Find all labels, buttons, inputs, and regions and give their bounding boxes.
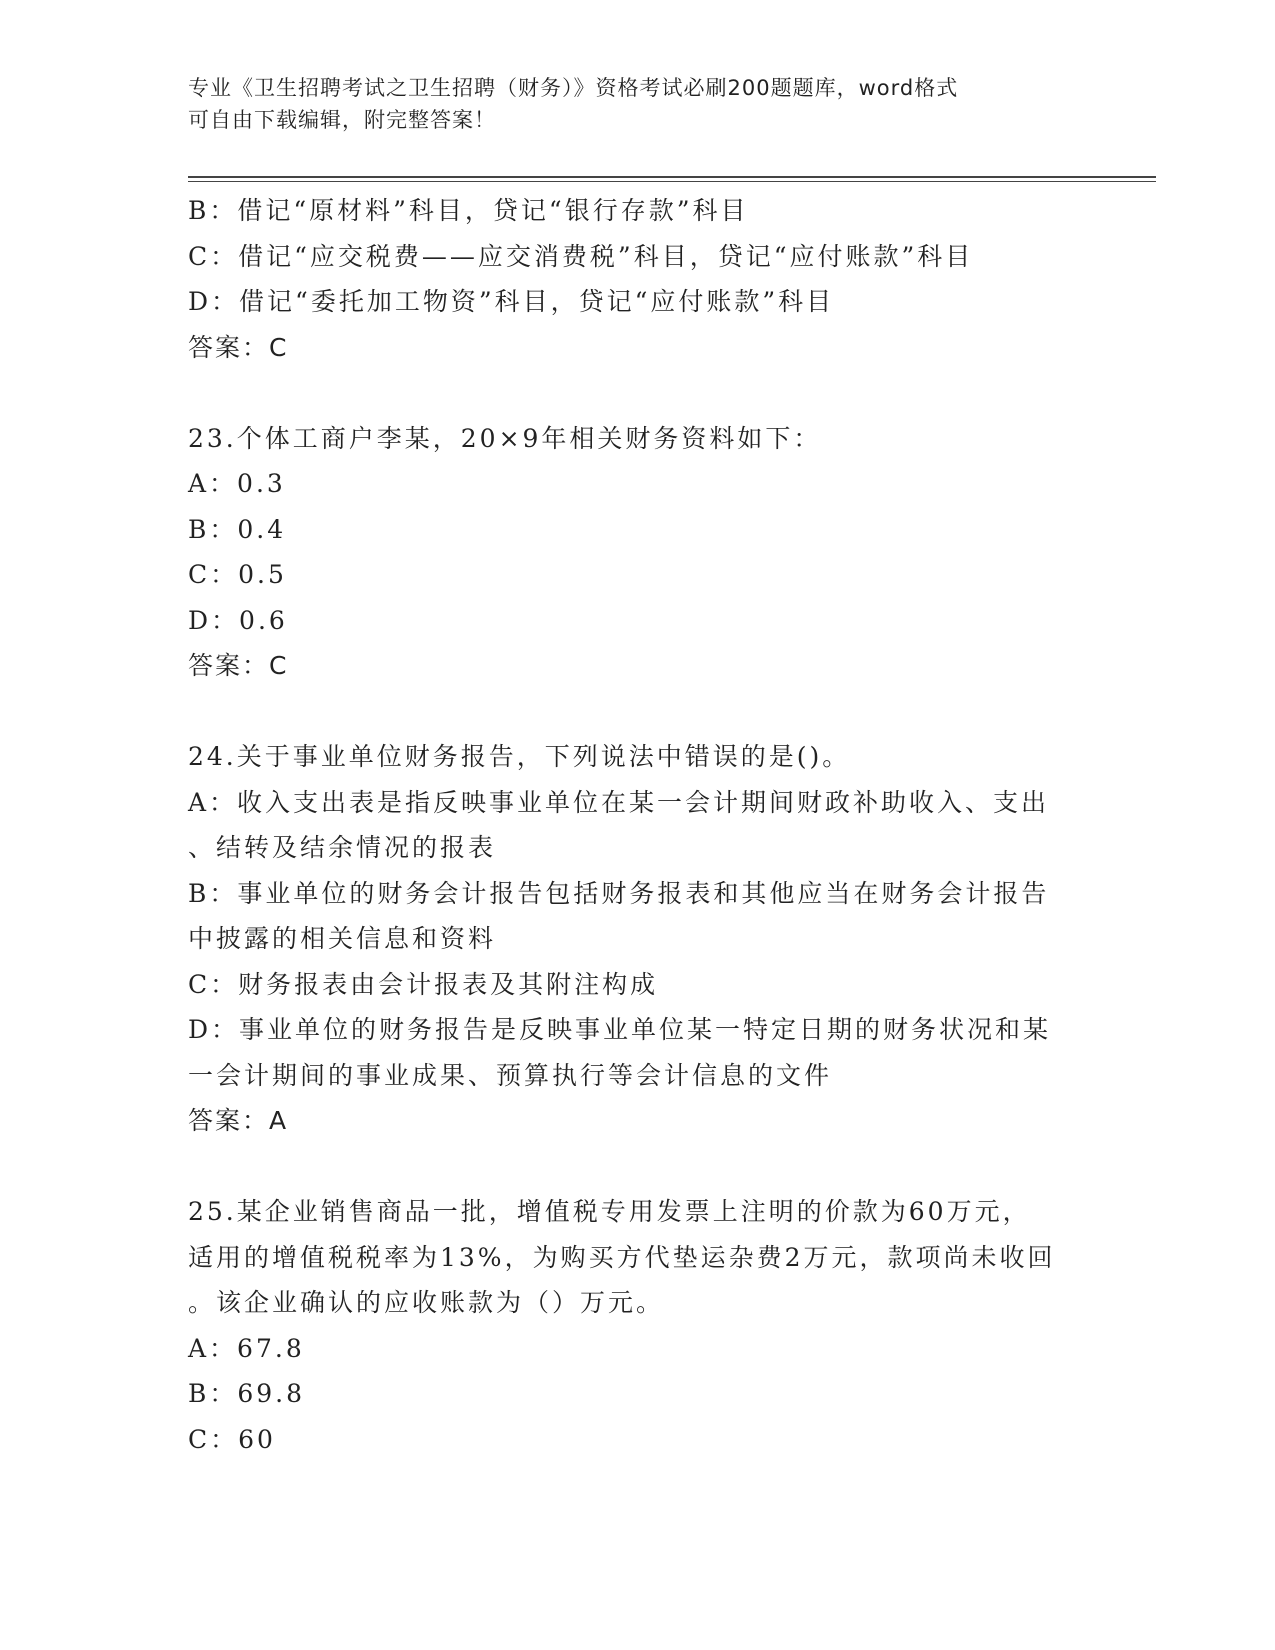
option-a: A：0.3: [188, 469, 286, 498]
option-b: B：0.4: [188, 514, 287, 544]
option-d-continued: 一会计期间的事业成果、预算执行等会计信息的文件: [188, 1060, 833, 1090]
spacer: [188, 370, 1088, 416]
option-b: B：事业单位的财务会计报告包括财务报表和其他应当在财务会计报告: [188, 878, 1050, 908]
spacer: [188, 1144, 1088, 1190]
answer: 答案：C: [188, 332, 289, 362]
option-d: D：事业单位的财务报告是反映事业单位某一特定日期的财务状况和某: [188, 1015, 1052, 1044]
option-b: B：69.8: [188, 1379, 306, 1408]
option-b-continued: 中披露的相关信息和资料: [188, 924, 497, 953]
option-c: C：借记“应交税费——应交消费税”科目，贷记“应付账款”科目: [188, 241, 974, 271]
question-text: 24.关于事业单位财务报告，下列说法中错误的是()。: [188, 742, 851, 771]
header-line-2: 可自由下载编辑，附完整答案！: [188, 108, 496, 132]
question-text: 23.个体工商户李某，20×9年相关财务资料如下：: [188, 423, 822, 453]
answer: 答案：C: [188, 651, 289, 680]
option-c: C：财务报表由会计报表及其附注构成: [188, 969, 659, 999]
option-a: A：67.8: [188, 1333, 305, 1363]
spacer: [188, 689, 1088, 735]
option-a-continued: 、结转及结余情况的报表: [188, 833, 497, 862]
option-d: D：借记“委托加工物资”科目，贷记“应付账款”科目: [188, 287, 835, 316]
page-header: [188, 72, 1068, 136]
question-text: 25.某企业销售商品一批，增值税专用发票上注明的价款为60万元，: [188, 1197, 1031, 1226]
question-25: [188, 1189, 1088, 1462]
question-text-continued: 。该企业确认的应收账款为（）万元。: [188, 1288, 665, 1317]
header-line-1: 专业《卫生招聘考试之卫生招聘（财务）》资格考试必刷200题题库，word格式: [188, 76, 959, 100]
question-text-continued: 适用的增值税税率为13%，为购买方代垫运杂费2万元，款项尚未收回: [188, 1242, 1056, 1272]
option-a: A：收入支出表是指反映事业单位在某一会计期间财政补助收入、支出: [188, 787, 1050, 817]
option-c: C：0.5: [188, 560, 287, 589]
question-list: [188, 188, 1088, 1462]
question-23: [188, 416, 1088, 689]
question-24: [188, 734, 1088, 1144]
option-c: C：60: [188, 1424, 276, 1454]
answer: 答案：A: [188, 1106, 289, 1135]
question-22: [188, 188, 1088, 370]
option-d: D：0.6: [188, 605, 288, 635]
option-b: B：借记“原材料”科目，贷记“银行存款”科目: [188, 196, 749, 225]
header-divider: [188, 176, 1156, 182]
